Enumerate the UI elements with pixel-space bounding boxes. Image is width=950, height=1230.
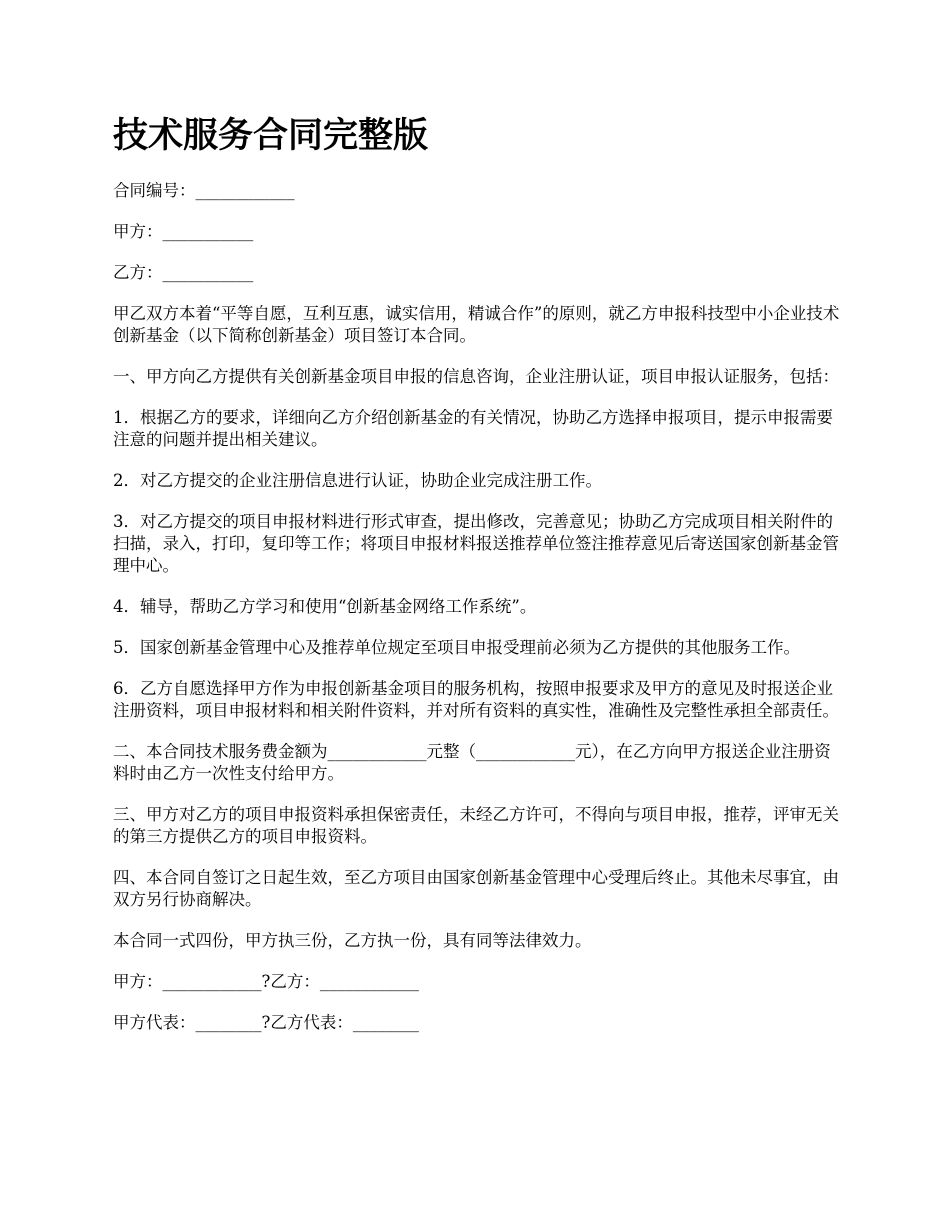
clause-1-item-3: 3．对乙方提交的项目申报材料进行形式审查，提出修改，完善意见；协助乙方完成项目相关附件的扫描，录入，打印，复印等工作；将项目申报材料报送推荐单位签注推荐意见后寄送国家创新基金管理中心。: [113, 512, 839, 575]
clause-1-heading: 一、甲方向乙方提供有关创新基金项目申报的信息咨询，企业注册认证，项目申报认证服务，包括：: [113, 367, 839, 386]
clause-3-confidentiality: 三、甲方对乙方的项目申报资料承担保密责任，未经乙方许可，不得向与项目申报，推荐，评审无关的第三方提供乙方的项目申报资料。: [113, 805, 839, 846]
contract-number-line: 合同编号：____________: [113, 181, 295, 200]
clause-1-item-6: 6．乙方自愿选择甲方作为申报创新基金项目的服务机构，按照申报要求及甲方的意见及时报送企业注册资料，项目申报材料和相关附件资料，并对所有资料的真实性，准确性及完整性承担全部责任。: [113, 679, 839, 720]
clause-2-fee: 二、本合同技术服务费金额为____________元整（____________元），在乙方向甲方报送企业注册资料时由乙方一次性支付给甲方。: [113, 742, 831, 783]
party-b-line: 乙方：___________: [113, 263, 254, 282]
clause-1-item-5: 5．国家创新基金管理中心及推荐单位规定至项目申报受理前必须为乙方提供的其他服务工作。: [113, 638, 800, 657]
signature-parties-line: 甲方：____________?乙方：____________: [113, 972, 419, 991]
clause-4-effect: 四、本合同自签订之日起生效，至乙方项目由国家创新基金管理中心受理后终止。其他未尽事宜，由双方另行协商解决。: [113, 868, 839, 909]
signature-representatives-line: 甲方代表：________?乙方代表：________: [113, 1013, 419, 1032]
copies-statement: 本合同一式四份，甲方执三份，乙方执一份，具有同等法律效力。: [113, 931, 592, 950]
clause-1-item-2: 2．对乙方提交的企业注册信息进行认证，协助企业完成注册工作。: [113, 471, 602, 490]
clause-1-item-4: 4．辅导，帮助乙方学习和使用“创新基金网络工作系统”。: [113, 597, 537, 616]
clause-1-item-1: 1．根据乙方的要求，详细向乙方介绍创新基金的有关情况，协助乙方选择申报项目，提示申报需要注意的问题并提出相关建议。: [113, 408, 833, 449]
document-title: 技术服务合同完整版: [113, 116, 429, 156]
document-page: [113, 108, 843, 1053]
party-a-line: 甲方：___________: [113, 222, 254, 241]
preamble-paragraph: 甲乙双方本着“平等自愿，互利互惠，诚实信用，精诚合作”的原则，就乙方申报科技型中小企业技术创新基金（以下简称创新基金）项目签订本合同。: [113, 304, 840, 345]
